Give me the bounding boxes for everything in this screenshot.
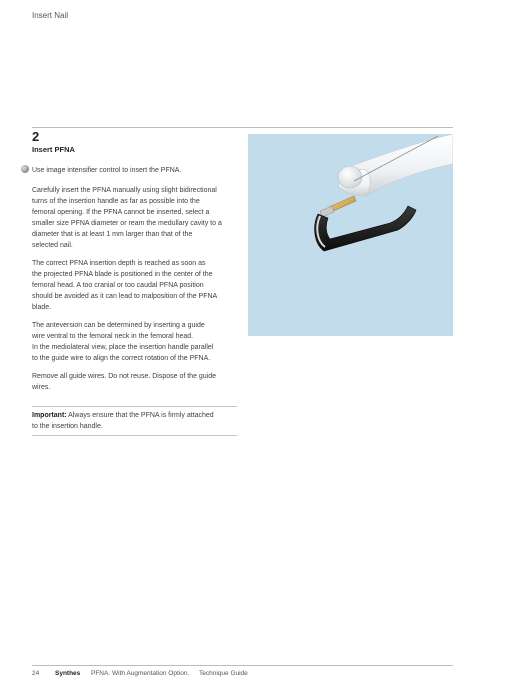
paragraph-insertion: [32, 185, 237, 251]
text-line: Remove all guide wires. Do not reuse. Dispose of the guide: [32, 373, 217, 380]
pfna-insertion-figure: [248, 134, 453, 336]
text-line: to the insertion handle.: [32, 423, 103, 430]
text-line: turns of the insertion handle as far as possible into the: [32, 198, 200, 205]
text-line: the projected PFNA blade is positioned in the center of the: [32, 271, 213, 278]
text-line: The anteversion can be determined by inserting a guide: [32, 322, 205, 329]
text-line: Carefully insert the PFNA manually using slight bidirectional: [32, 187, 217, 194]
text-line: selected nail.: [32, 242, 73, 249]
paragraph-anteversion: [32, 320, 237, 364]
important-note: [32, 406, 237, 436]
text-line: should be avoided as it can lead to malposition of the PFNA: [32, 293, 218, 300]
step-number: 2: [32, 129, 40, 144]
important-text: Always ensure that the PFNA is firmly attached: [66, 412, 214, 419]
running-header: Insert Nail: [32, 11, 69, 20]
text-line: wire ventral to the femoral neck in the femoral head.: [32, 333, 194, 340]
text-line: femoral head. A too cranial or too caudal PFNA position: [32, 282, 204, 289]
important-label: Important:: [32, 412, 67, 419]
femoral-head: [338, 166, 362, 188]
paragraph-depth: [32, 258, 237, 313]
footer-guide-title: PFNA. With Augmentation Option.: [91, 670, 190, 677]
footer-divider: [32, 665, 453, 666]
femur-nail-illustration: [248, 134, 453, 336]
page-number: 24: [32, 670, 40, 677]
text-line: smaller size PFNA diameter or ream the medullary cavity to a: [32, 220, 222, 227]
text-line: wires.: [32, 384, 51, 391]
text-line: The correct PFNA insertion depth is reached as soon as: [32, 260, 206, 267]
image-intensifier-icon: [21, 165, 29, 173]
section-divider: [32, 127, 453, 128]
paragraph-guide-wires: [32, 371, 237, 393]
text-line: In the mediolateral view, place the insertion handle parallel: [32, 344, 214, 351]
bullet-text: Use image intensifier control to insert the PFNA.: [32, 167, 182, 174]
footer-doc-type: Technique Guide: [199, 670, 248, 677]
footer-brand: Synthes: [55, 670, 81, 677]
step-title: Insert PFNA: [32, 145, 75, 154]
text-line: femoral opening. If the PFNA cannot be inserted, select a: [32, 209, 210, 216]
text-line: [32, 410, 237, 421]
text-line: diameter that is at least 1 mm larger than that of the: [32, 231, 193, 238]
text-line: to the guide wire to align the correct rotation of the PFNA.: [32, 355, 211, 362]
text-line: blade.: [32, 304, 52, 311]
